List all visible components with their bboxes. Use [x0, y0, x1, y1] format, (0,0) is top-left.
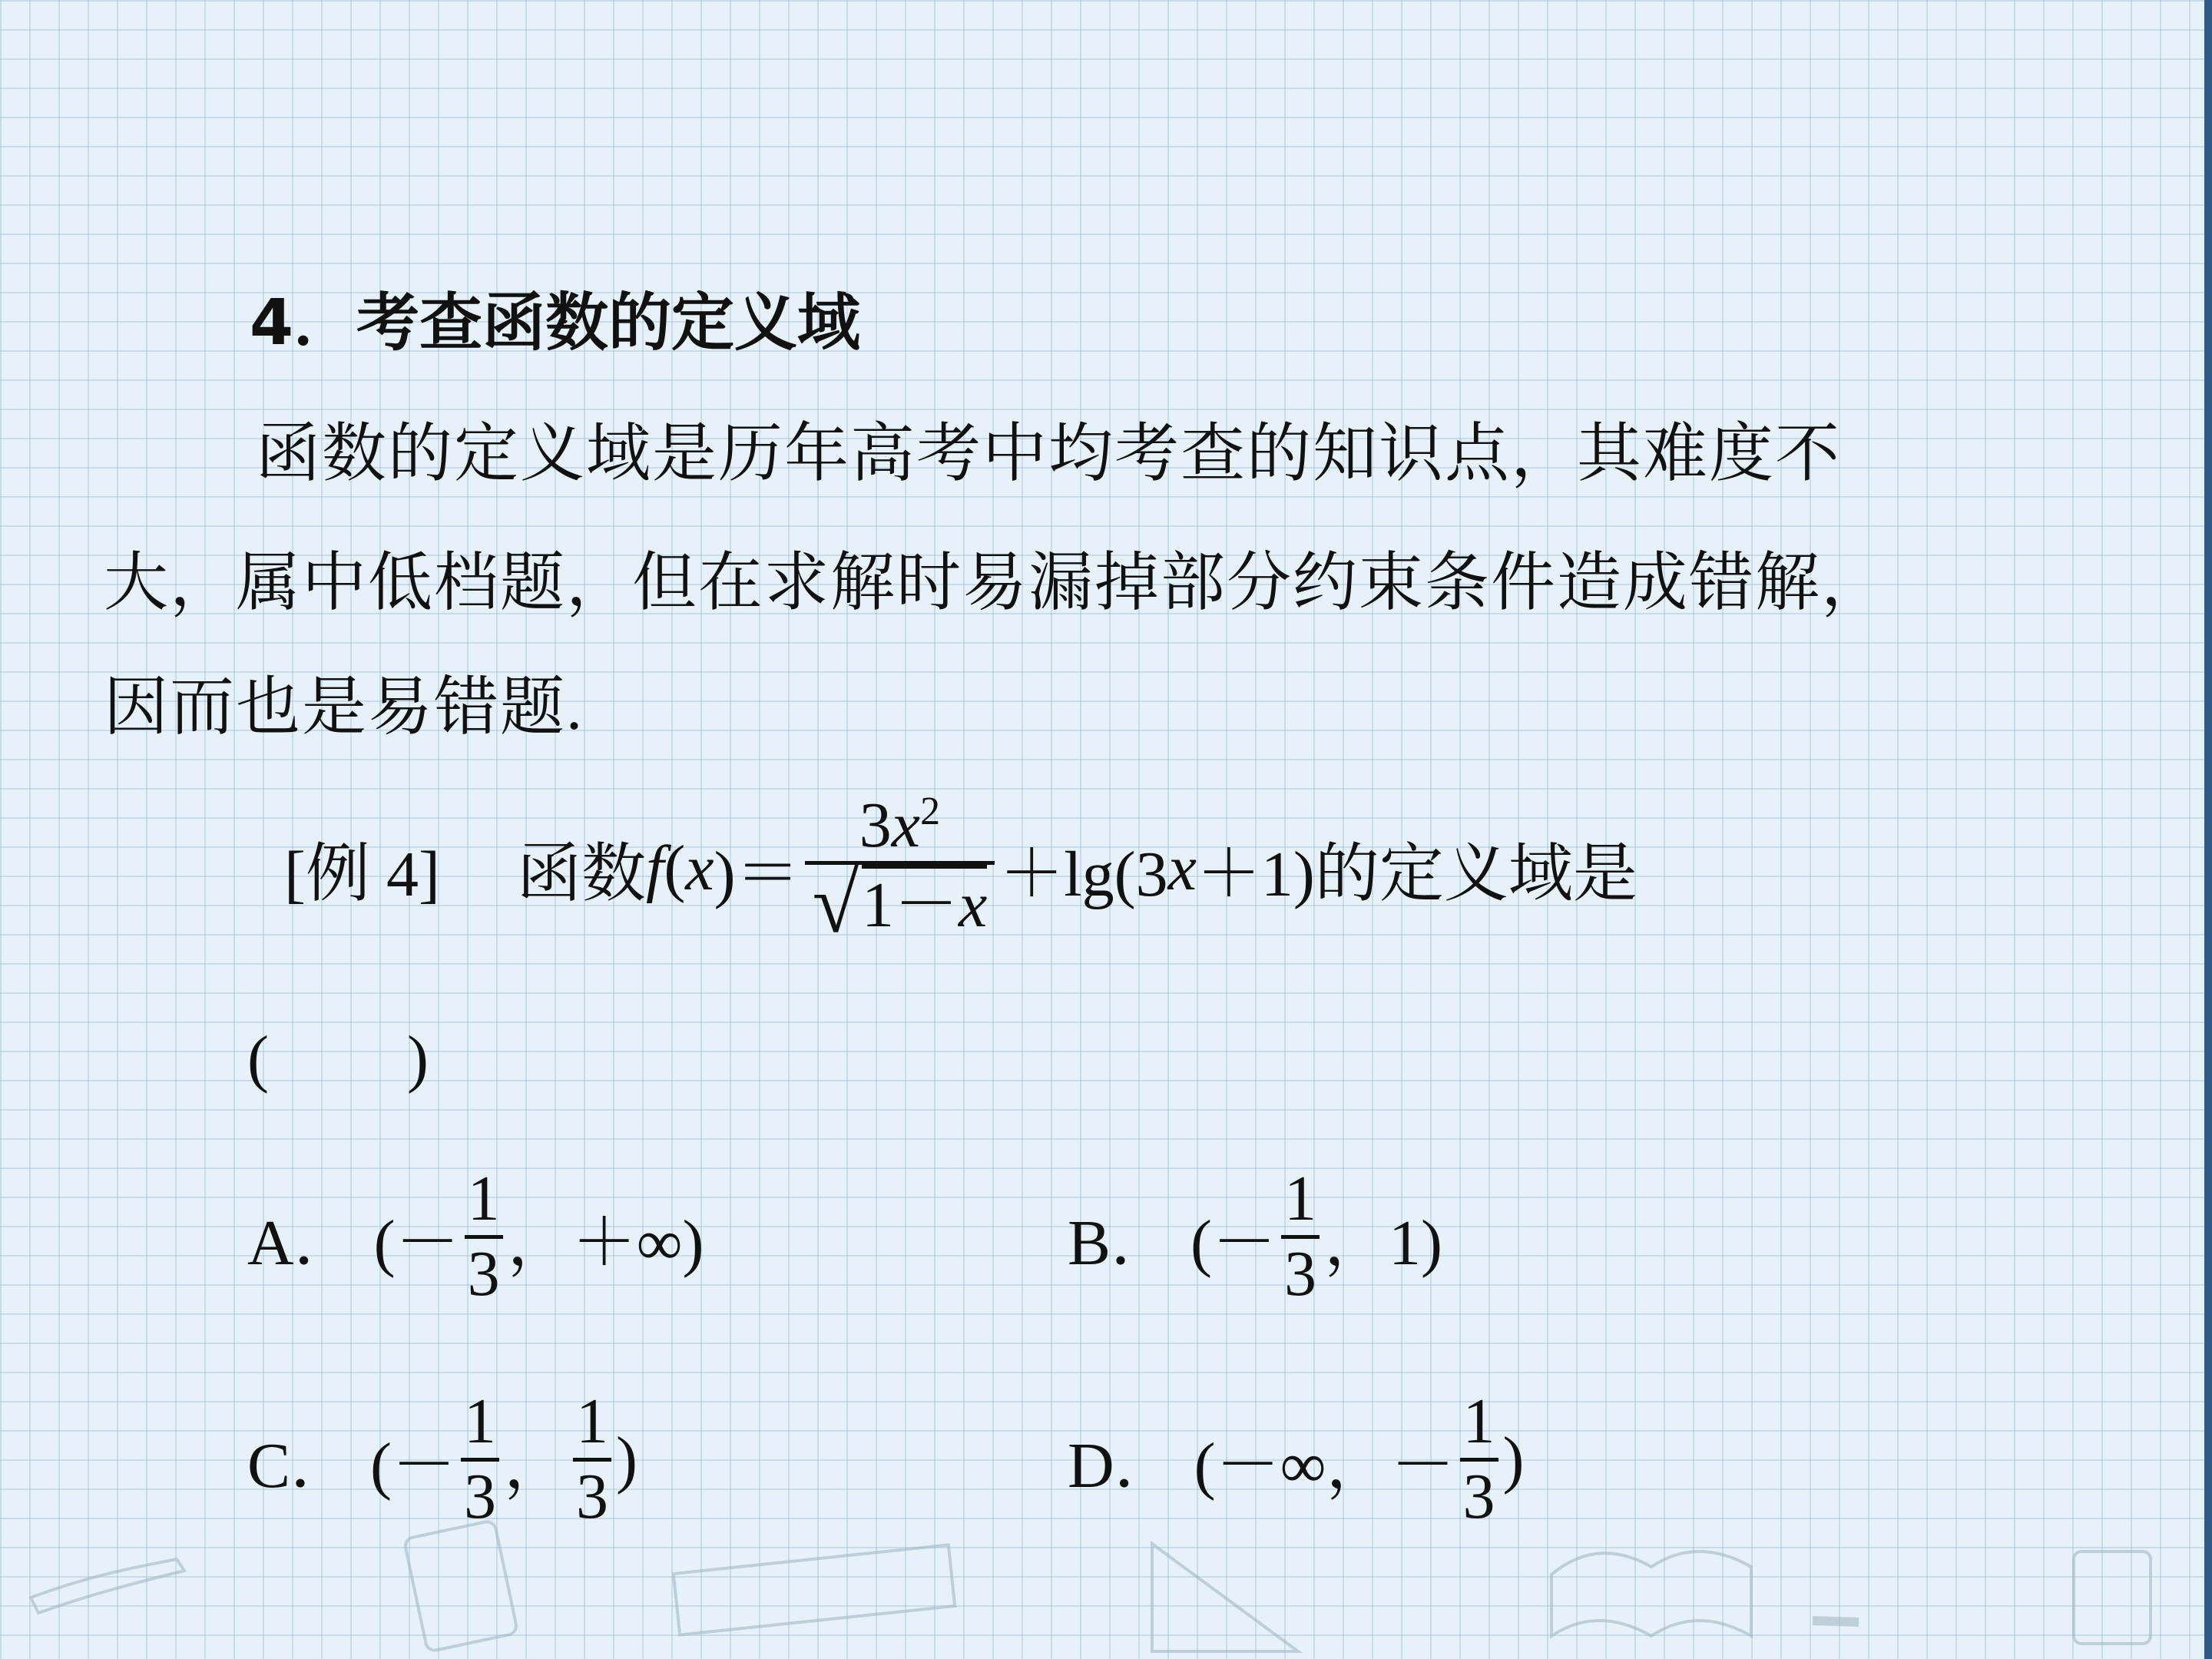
- option-b-numerator: 1: [1284, 1163, 1317, 1235]
- option-d-denominator: 3: [1462, 1460, 1495, 1532]
- example-prefix: 函数: [516, 838, 646, 910]
- numerator-exponent: 2: [920, 789, 941, 833]
- option-c-denominator-1: 3: [464, 1460, 497, 1532]
- blank-open-paren: (: [247, 1023, 269, 1094]
- sqrt-sign: √: [812, 856, 859, 950]
- option-b-rest: ，1): [1324, 1207, 1442, 1279]
- option-c-label: C．: [247, 1429, 356, 1502]
- option-c-denominator-2: 3: [576, 1460, 609, 1532]
- option-c-numerator-2: 1: [576, 1386, 609, 1458]
- ruler-doodle: [674, 1545, 955, 1634]
- paragraph-line-2: 大，属中低档题，但在求解时易漏掉部分约束条件造成错解，: [104, 548, 1888, 619]
- option-d-open: (－∞，－: [1194, 1429, 1455, 1502]
- answer-blank: [247, 1022, 429, 1096]
- pencil-cup-doodle: [2074, 1551, 2151, 1644]
- option-b[interactable]: [1068, 1160, 1442, 1313]
- example-tag: [例 4]: [284, 838, 440, 910]
- option-b-denominator: 3: [1284, 1237, 1317, 1310]
- option-c-numerator-1: 1: [464, 1386, 497, 1458]
- function-name: f: [645, 832, 664, 904]
- fraction-denominator: [805, 856, 995, 950]
- pencil-doodle: [31, 1559, 184, 1613]
- section-heading: 4．考查函数的定义域: [250, 286, 861, 359]
- log-term-var: x: [1167, 832, 1197, 904]
- option-a[interactable]: [247, 1160, 704, 1313]
- sqrt-radicand: [862, 865, 987, 941]
- function-open-paren: (: [664, 832, 686, 904]
- eraser-doodle: [1813, 1621, 1859, 1622]
- numerator-var: x: [891, 789, 921, 861]
- paragraph-line-3: 因而也是易错题.: [104, 672, 584, 743]
- option-b-fraction: [1281, 1164, 1320, 1310]
- log-term-a: ＋lg(3: [999, 838, 1168, 910]
- triangle-doodle: [1152, 1544, 1298, 1651]
- option-c-open: (－: [370, 1429, 457, 1502]
- option-b-label: B．: [1068, 1207, 1176, 1279]
- paragraph-line-1: 函数的定义域是历年高考中均考查的知识点，其难度不: [256, 419, 1842, 490]
- notebook-doodle: [404, 1520, 518, 1652]
- stationery-doodles: [0, 1482, 2212, 1659]
- option-d-label: D．: [1068, 1429, 1179, 1502]
- option-a-open: (－: [373, 1207, 460, 1279]
- fraction-numerator: [852, 790, 948, 861]
- sqrt-expression: [812, 856, 988, 950]
- example-problem: [284, 768, 1637, 968]
- right-border: [2204, 0, 2212, 1659]
- function-arg: x: [685, 832, 714, 904]
- function-close-eq: )＝: [714, 838, 800, 910]
- radicand-var: x: [958, 869, 988, 942]
- radicand-const: 1－: [861, 869, 959, 942]
- option-c-close: ): [616, 1423, 638, 1495]
- option-d-close: ): [1502, 1423, 1525, 1495]
- option-a-denominator: 3: [467, 1237, 500, 1310]
- option-a-fraction: [465, 1164, 503, 1310]
- numerator-coef: 3: [859, 789, 892, 861]
- book-doodle: [1551, 1551, 1751, 1636]
- main-fraction: [805, 789, 995, 950]
- blank-close-paren: ): [406, 1023, 429, 1094]
- option-d-numerator: 1: [1462, 1386, 1495, 1458]
- option-a-numerator: 1: [467, 1163, 500, 1235]
- option-b-open: (－: [1190, 1207, 1277, 1279]
- option-c-comma: ，: [504, 1429, 569, 1502]
- log-term-b: ＋1)的定义域是: [1196, 838, 1637, 910]
- option-a-rest: ，＋∞): [507, 1207, 704, 1279]
- option-a-label: A．: [247, 1207, 359, 1279]
